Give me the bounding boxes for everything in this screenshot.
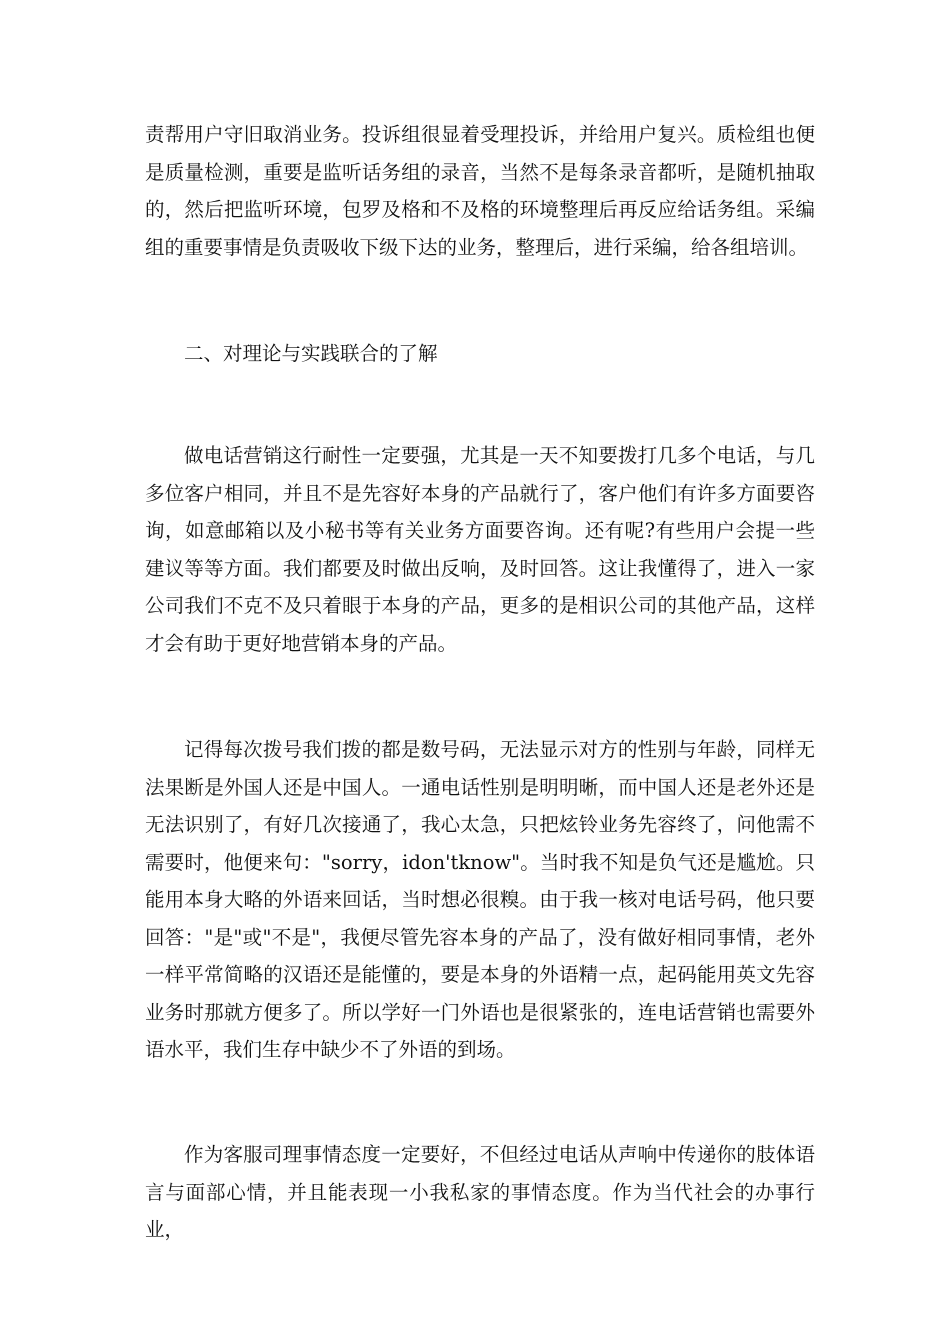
paragraph-phone-marketing: 做电话营销这行耐性一定要强，尤其是一天不知要拨打几多个电话，与几多位客户相同，并且不是先容好本身的产品就行了，客户他们有许多方面要咨询，如意邮箱以及小秘书等有关业务方面要咨询。还有呢?有些用户会提一些建议等等方面。我们都要及时做出反响，及时回答。这让我懂得了，进入一家公司我们不克不及只着眼于本身的产品，更多的是相识公司的其他产品，这样才会有助于更好地营销本身的产品。 bbox=[145, 444, 815, 655]
paragraph-continued-intro: 责帮用户守旧取消业务。投诉组很显着受理投诉，并给用户复兴。质检组也便是质量检测，重要是监听话务组的录音，当然不是每条录音都听，是随机抽取的，然后把监听环境，包罗及格和不及格的环境整理后再反应给话务组。采编组的重要事情是负责吸收下级下达的业务，整理后，进行采编，给各组培训。 bbox=[145, 123, 815, 259]
paragraph-foreign-language: 记得每次拨号我们拨的都是数号码，无法显示对方的性别与年龄，同样无法果断是外国人还是中国人。一通电话性别是明明晰，而中国人还是老外还是无法识别了，有好几次接通了，我心太急，只把炫铃业务先容终了，问他需不需要时，他便来句："sorry，idon'tknow"。当时我不知是负气还是尴尬。只能用本身大略的外语来回话，当时想必很糗。由于我一核对电话号码，他只要回答："是"或"不是"，我便尽管先容本身的产品了，没有做好相同事情，老外一样平常简略的汉语还是能懂的，要是本身的外语精一点，起码能用英文先容业务时那就方便多了。所以学好一门外语也是很紧张的，连电话营销也需要外语水平，我们生存中缺少不了外语的到场。 bbox=[145, 738, 815, 1061]
section-heading: 二、对理论与实践联合的了解 bbox=[184, 342, 438, 365]
paragraph-service-attitude: 作为客服司理事情态度一定要好，不但经过电话从声响中传递你的肢体语言与面部心情，并且能表现一小我私家的事情态度。作为当代社会的办事行业， bbox=[145, 1143, 815, 1241]
